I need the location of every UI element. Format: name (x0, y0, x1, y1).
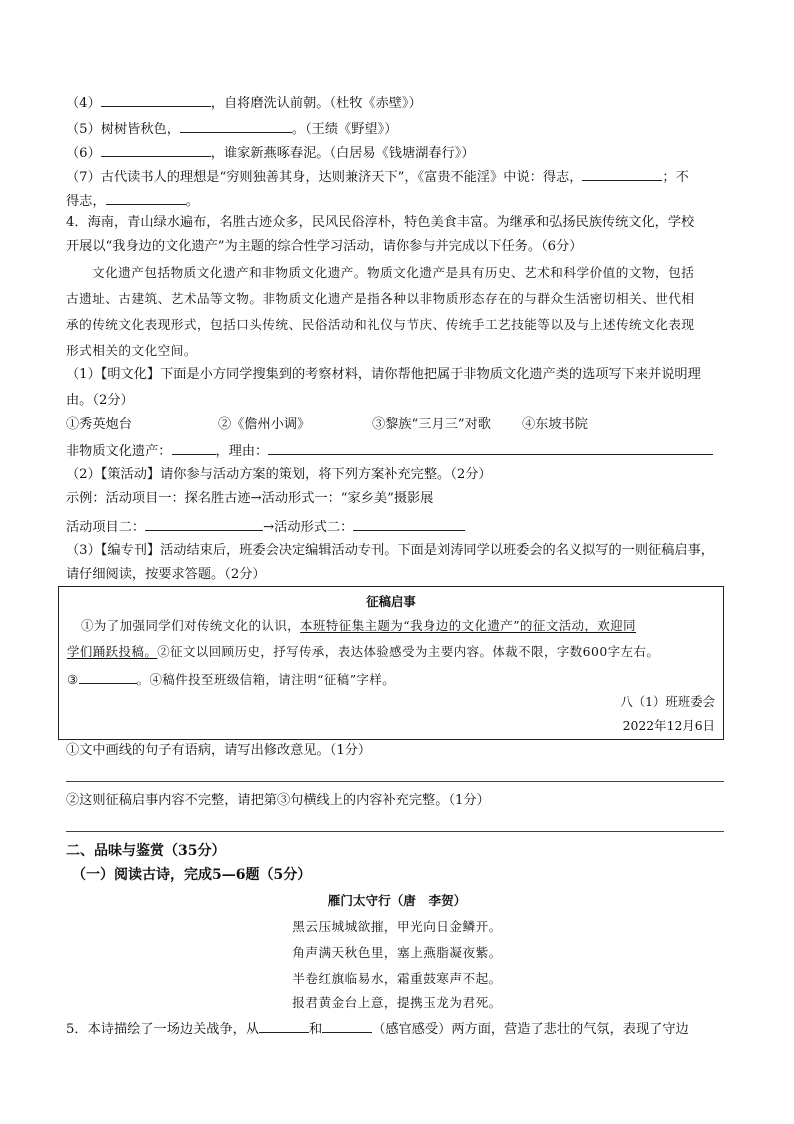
option-1: ①秀英炮台 (66, 417, 132, 432)
q4-part1-line1: （1）【明文化】下面是小方同学搜集到的考察材料，请你帮他把属于非物质文化遗产类的选项写下来并说明理 (66, 367, 701, 382)
material-line: 形式相关的文化空间。 (66, 343, 197, 358)
q3-item6: （6） ，谁家新燕啄春泥。（白居易《钱塘湖春行》） (66, 142, 475, 163)
option-2: ②《儋州小调》 (218, 417, 311, 432)
notice-line2: 学们踊跃投稿。②征文以回顾历史，抒写传承，表达体验感受为主要内容。体裁不限，字数600字左右。 (67, 644, 660, 659)
answer-blank[interactable] (106, 190, 186, 205)
answer-blank[interactable] (101, 92, 211, 107)
q4-part1-line2: 由。（2分） (66, 393, 134, 408)
q4-intro-line1: 4．海南，青山绿水遍布，名胜古迹众多，民风民俗淳朴，特色美食丰富。为继承和弘扬民族传统文化，学校 (66, 215, 695, 230)
q3-item7-line1: （7）古代读书人的理想是“穷则独善其身，达则兼济天下”，《富贵不能淫》中说：得志， ；不 (66, 166, 689, 187)
q4-part2-example: 示例：活动项目一：探名胜古迹→活动形式一：“家乡美”摄影展 (66, 491, 434, 506)
q4-sub2: ②这则征稿启事内容不完整，请把第③句横线上的内容补充完整。（1分） (66, 793, 490, 808)
poem-line: 半卷红旗临易水，霜重鼓寒声不起。 (292, 971, 502, 986)
poem-line: 黑云压城城欲摧，甲光向日金鳞开。 (292, 919, 502, 934)
q4-sub1: ①文中画线的句子有语病，请写出修改意见。（1分） (66, 743, 372, 758)
notice-date: 2022年12月6日 (622, 718, 715, 733)
material-line: 承的传统文化表现形式，包括口头传统、民俗活动和礼仪与节庆、传统手工艺技能等以及与上述传统文化表现 (66, 317, 695, 332)
answer-blank[interactable] (79, 669, 137, 684)
q5: 5．本诗描绘了一场边关战争，从 和 （感官感受）两方面，营造了悲壮的气氛，表现了守边 (66, 1018, 689, 1039)
notice-title: 征稿启事 (366, 594, 416, 609)
answer-blank[interactable] (322, 1018, 372, 1033)
answer-blank[interactable] (259, 1018, 309, 1033)
q3-item7-line2: 得志， 。 (66, 190, 199, 211)
option-4: ④东坡书院 (522, 417, 588, 432)
answer-blank[interactable] (172, 440, 216, 455)
notice-box (58, 586, 724, 740)
answer-line[interactable] (66, 781, 724, 782)
q4-part1-answer: 非物质文化遗产： ，理由： (66, 440, 713, 461)
q3-item5: （5）树树皆秋色， 。（王绩《野望》） (66, 118, 397, 139)
poem-line: 报君黄金台上意，提携玉龙为君死。 (292, 995, 502, 1010)
section-heading: 二、品味与鉴赏（35分） (66, 843, 226, 859)
material-line: 文化遗产包括物质文化遗产和非物质文化遗产。物质文化遗产是具有历史、艺术和科学价值的文物，包括 (92, 265, 695, 280)
poem-line: 角声满天秋色里，塞上燕脂凝夜紫。 (292, 945, 502, 960)
answer-line[interactable] (66, 831, 724, 832)
notice-signer: 八（1）班班委会 (620, 694, 715, 709)
poem-title: 雁门太守行（唐 李贺） (327, 893, 467, 908)
notice-line1: ①为了加强同学们对传统文化的认识，本班特征集主题为“我身边的文化遗产”的征文活动，欢迎同 (81, 618, 637, 633)
answer-blank[interactable] (353, 516, 465, 531)
underlined-sentence: 本班特征集主题为“我身边的文化遗产”的征文活动，欢迎同 (300, 618, 637, 633)
answer-blank[interactable] (268, 440, 713, 455)
q4-intro-line2: 开展以“我身边的文化遗产”为主题的综合性学习活动，请你参与并完成以下任务。（6分） (66, 239, 583, 254)
q4-part3-line1: （3）【编专刊】活动结束后，班委会决定编辑活动专刊。下面是刘涛同学以班委会的名义拟写的一则征稿启事， (66, 543, 714, 558)
answer-blank[interactable] (180, 118, 292, 133)
notice-line3: ③ 。④稿件投至班级信箱，请注明“征稿”字样。 (67, 669, 395, 689)
answer-blank[interactable] (582, 166, 662, 181)
q4-part2-item2: 活动项目二： →活动形式二： (66, 516, 465, 537)
answer-blank[interactable] (145, 516, 263, 531)
option-3: ③黎族“三月三”对歌 (372, 417, 491, 432)
material-line: 古遗址、古建筑、艺术品等文物。非物质文化遗产是指各种以非物质形态存在的与群众生活密切相关、世代相 (66, 291, 695, 306)
q4-part3-line2: 请仔细阅读，按要求答题。（2分） (66, 567, 266, 582)
q3-item4: （4） ，自将磨洗认前朝。（杜牧《赤壁》） (66, 92, 422, 113)
q4-part2-line1: （2）【策活动】请你参与活动方案的策划，将下列方案补充完整。（2分） (66, 467, 492, 482)
answer-blank[interactable] (101, 142, 211, 157)
sub-heading: （一）阅读古诗，完成5—6题（5分） (72, 867, 312, 883)
underlined-sentence: 学们踊跃投稿。 (67, 644, 158, 659)
